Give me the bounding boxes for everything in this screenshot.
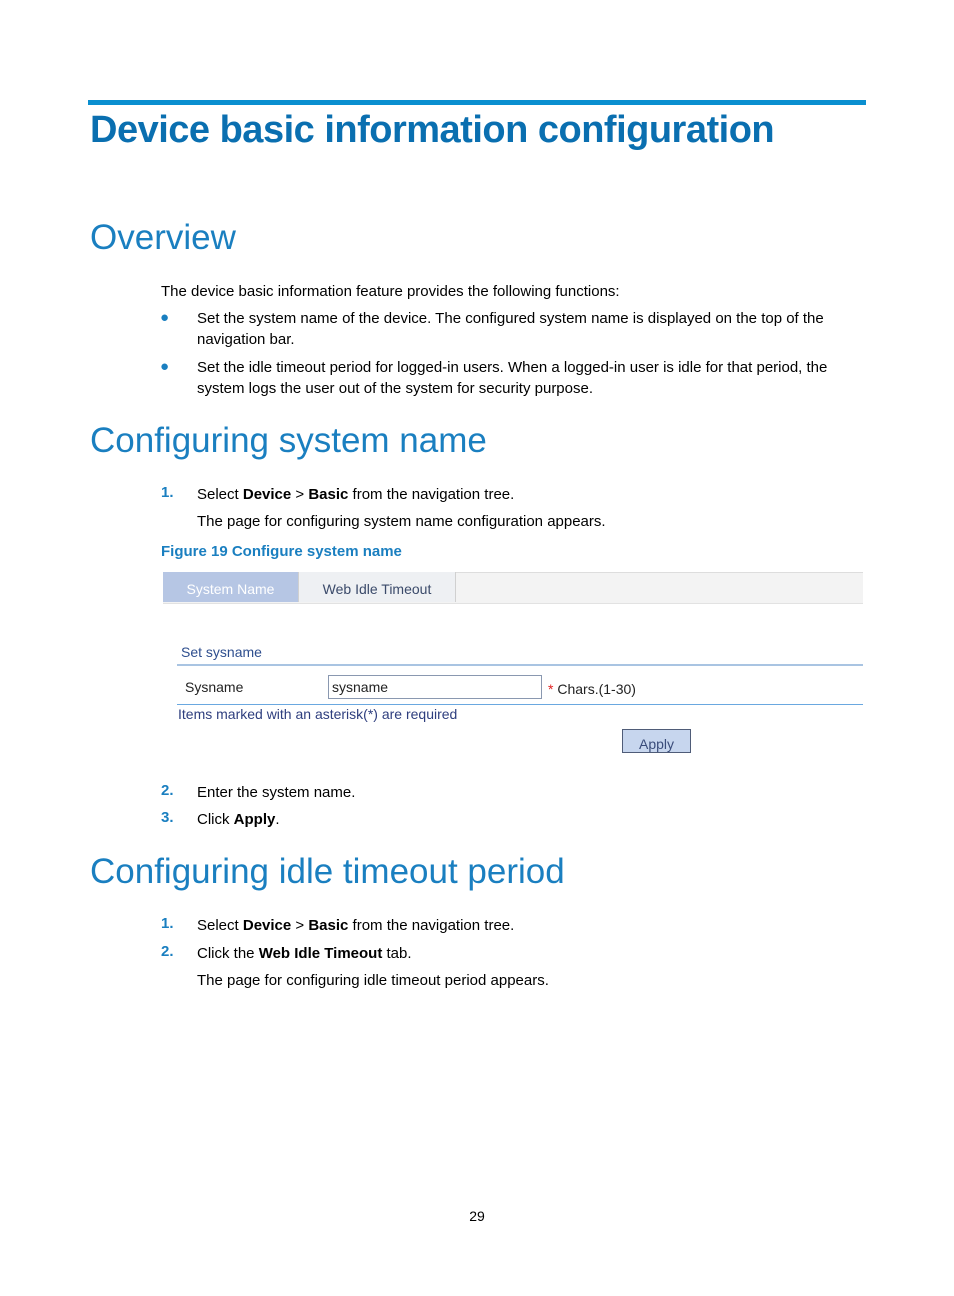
bullet-2-line-2: system logs the user out of the system for security purpose.: [197, 380, 594, 397]
page-title: Device basic information configuration: [90, 109, 775, 151]
sysname-step-2: Enter the system name.: [197, 784, 356, 801]
overview-intro: The device basic information feature provides the following functions:: [161, 283, 620, 300]
bullet-1-line-2: navigation bar.: [197, 331, 295, 348]
apply-button[interactable]: Apply: [622, 729, 691, 753]
page-number: 29: [469, 1208, 485, 1224]
idle-step-2-note: The page for configuring idle timeout period appears.: [197, 972, 549, 989]
step-number: 2.: [161, 782, 174, 799]
sysname-step-3: Click Apply.: [197, 811, 280, 828]
title-rule: [88, 100, 866, 105]
figure-screenshot: [163, 572, 863, 757]
group-label: Set sysname: [181, 644, 262, 660]
tab-system-name[interactable]: System Name: [163, 572, 298, 602]
bullet-2-line-1: Set the idle timeout period for logged-in users. When a logged-in user is idle for that period, the: [197, 359, 828, 376]
bullet-1-line-1: Set the system name of the device. The configured system name is displayed on the top of the: [197, 310, 824, 327]
required-star: *: [548, 681, 554, 697]
sysname-step-1-note: The page for configuring system name configuration appears.: [197, 513, 606, 530]
sysname-hint: * Chars.(1-30): [548, 681, 636, 697]
step-number: 2.: [161, 943, 174, 960]
step-number: 1.: [161, 915, 174, 932]
step-number: 1.: [161, 484, 174, 501]
sysname-label: Sysname: [185, 679, 244, 695]
bullet-icon: ●: [160, 358, 170, 375]
tab-web-idle-timeout[interactable]: Web Idle Timeout: [298, 572, 456, 602]
overview-heading: Overview: [90, 218, 236, 257]
sysname-heading: Configuring system name: [90, 421, 487, 460]
idle-step-2: Click the Web Idle Timeout tab.: [197, 945, 412, 962]
idle-step-1: Select Device > Basic from the navigation tree.: [197, 917, 515, 934]
sysname-step-1: Select Device > Basic from the navigation tree.: [197, 486, 515, 503]
step-number: 3.: [161, 809, 174, 826]
sysname-input[interactable]: sysname: [328, 675, 542, 699]
figure-caption: Figure 19 Configure system name: [161, 543, 402, 560]
idle-heading: Configuring idle timeout period: [90, 852, 565, 891]
divider: [177, 704, 863, 705]
bullet-icon: ●: [160, 309, 170, 326]
required-note: Items marked with an asterisk(*) are required: [178, 706, 458, 722]
divider: [177, 664, 863, 666]
